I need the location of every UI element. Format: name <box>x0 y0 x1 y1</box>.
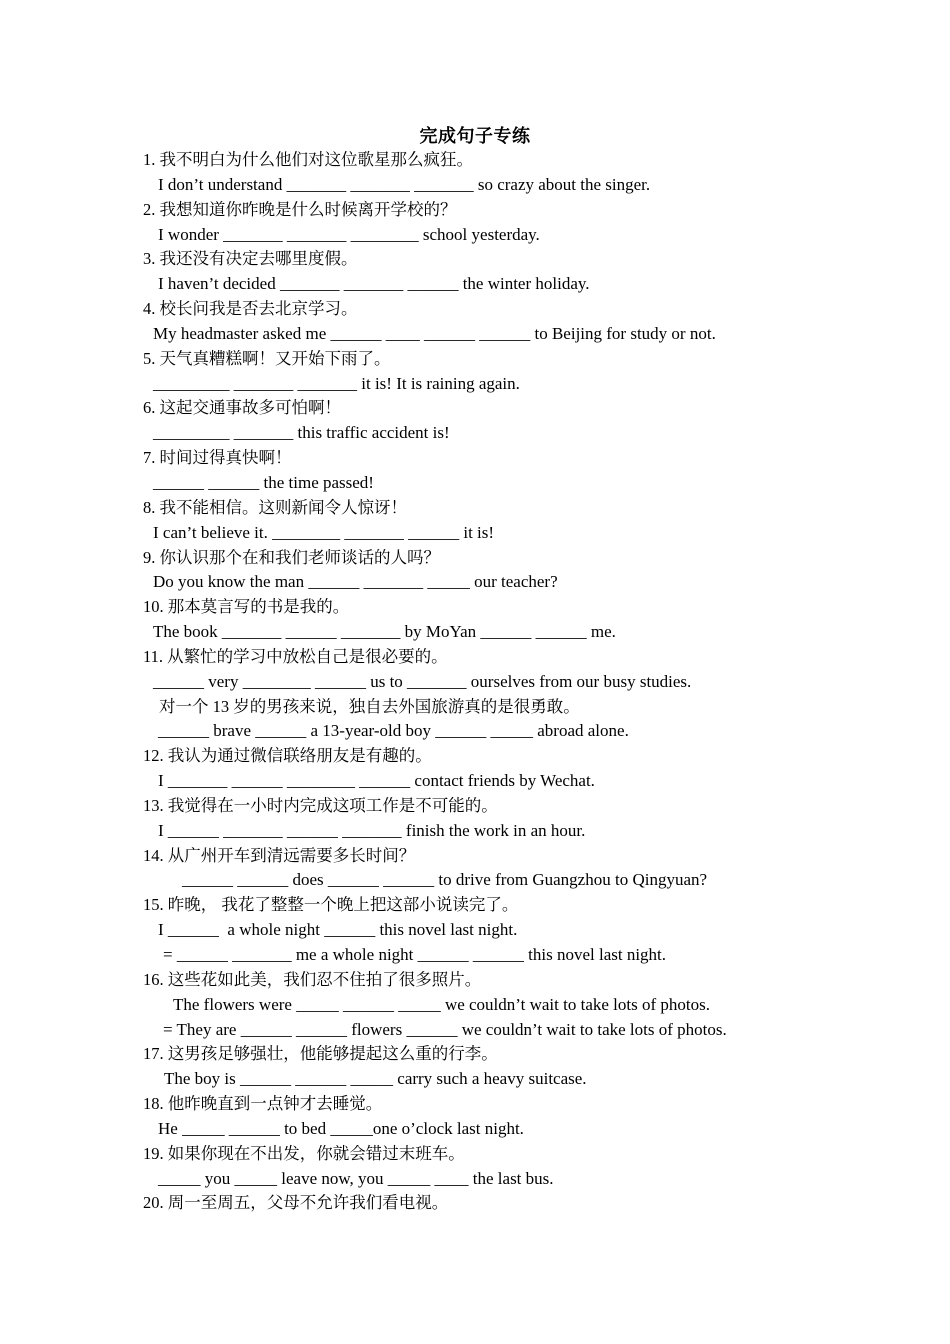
answer-sentence: I ______ _______ ______ _______ finish the work in an hour. <box>158 820 586 840</box>
question-prompt: 5. 天气真糟糕啊！又开始下雨了。 <box>143 348 391 368</box>
question-prompt: 11. 从繁忙的学习中放松自己是很必要的。 <box>143 646 448 666</box>
answer-sentence: ______ ______ the time passed! <box>153 472 374 492</box>
question-prompt: 12. 我认为通过微信联络朋友是有趣的。 <box>143 746 432 766</box>
answer-sentence: = They are ______ ______ flowers ______ we couldn’t wait to take lots of photos. <box>163 1019 727 1039</box>
question-prompt: 9. 你认识那个在和我们老师谈话的人吗？ <box>143 547 440 567</box>
question-prompt: 18. 他昨晚直到一点钟才去睡觉。 <box>143 1094 383 1114</box>
answer-sentence: Do you know the man ______ _______ _____ our teacher? <box>153 572 558 592</box>
answer-sentence: The boy is ______ ______ _____ carry such a heavy suitcase. <box>164 1069 587 1089</box>
answer-sentence: I ______ a whole night ______ this novel last night. <box>158 920 518 940</box>
question-prompt: 8. 我不能相信。这则新闻令人惊讶！ <box>143 497 407 517</box>
answer-sentence: ______ very ________ ______ us to _______ ourselves from our busy studies. <box>153 671 692 691</box>
question-prompt: 对一个 13 岁的男孩来说，独自去外国旅游真的是很勇敢。 <box>159 696 580 716</box>
question-prompt: 2. 我想知道你昨晚是什么时候离开学校的？ <box>143 199 457 219</box>
answer-sentence: He _____ ______ to bed _____one o’clock last night. <box>158 1118 524 1138</box>
question-prompt: 19. 如果你现在不出发，你就会错过末班车。 <box>143 1143 465 1163</box>
question-prompt: 3. 我还没有决定去哪里度假。 <box>143 249 358 269</box>
answer-sentence: _________ _______ this traffic accident is! <box>153 423 450 443</box>
answer-sentence: The flowers were _____ ______ _____ we couldn’t wait to take lots of photos. <box>173 994 710 1014</box>
question-prompt: 7. 时间过得真快啊！ <box>143 448 292 468</box>
question-prompt: 6. 这起交通事故多可怕啊！ <box>143 398 341 418</box>
question-prompt: 20. 周一至周五，父母不允许我们看电视。 <box>143 1193 449 1213</box>
question-prompt: 17. 这男孩足够强壮，他能够提起这么重的行李。 <box>143 1044 498 1064</box>
answer-sentence: ______ brave ______ a 13-year-old boy ______ _____ abroad alone. <box>158 721 629 741</box>
answer-sentence: I haven’t decided _______ _______ ______ the winter holiday. <box>158 274 590 294</box>
answer-sentence: = ______ _______ me a whole night ______ ______ this novel last night. <box>163 945 667 964</box>
question-prompt: 10. 那本莫言写的书是我的。 <box>143 597 350 617</box>
answer-sentence: I don’t understand _______ _______ _______ so crazy about the singer. <box>158 174 651 194</box>
question-prompt: 14. 从广州开车到清远需要多长时间？ <box>143 845 416 865</box>
question-prompt: 16. 这些花如此美，我们忍不住拍了很多照片。 <box>143 969 482 989</box>
question-prompt: 4. 校长问我是否去北京学习。 <box>143 299 358 319</box>
question-prompt: 13. 我觉得在一小时内完成这项工作是不可能的。 <box>143 795 498 815</box>
exercise-list <box>143 148 843 1216</box>
answer-sentence: The book _______ ______ _______ by MoYan ______ ______ me. <box>153 622 616 642</box>
question-prompt: 15. 昨晚， 我花了整整一个晚上把这部小说读完了。 <box>143 895 519 915</box>
question-prompt: 1. 我不明白为什么他们对这位歌星那么疯狂。 <box>143 150 473 169</box>
answer-sentence: _________ _______ _______ it is! It is raining again. <box>153 373 520 393</box>
page-title: 完成句子专练 <box>419 126 531 146</box>
answer-sentence: I wonder _______ _______ ________ school yesterday. <box>158 224 540 244</box>
answer-sentence: I _______ ______ ________ ______ contact friends by Wechat. <box>158 771 595 791</box>
answer-sentence: _____ you _____ leave now, you _____ ____ the last bus. <box>158 1168 554 1188</box>
answer-sentence: ______ ______ does ______ ______ to drive from Guangzhou to Qingyuan? <box>182 870 708 890</box>
answer-sentence: I can’t believe it. ________ _______ ______ it is! <box>153 522 495 542</box>
answer-sentence: My headmaster asked me ______ ____ ______ ______ to Beijing for study or not. <box>153 323 716 343</box>
